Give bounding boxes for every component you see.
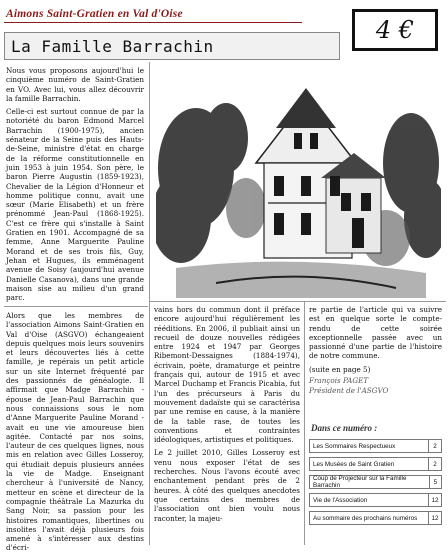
price-box: 4 € [352,9,438,51]
toc-entry[interactable] [309,475,442,489]
toc-label: Vie de l'Association [313,496,368,504]
toc-entry[interactable] [309,439,442,453]
association-name: Aimons Saint-Gratien en Val d'Oise [6,8,183,20]
toc-label: Les Sommaires Respectueux [313,442,396,450]
barrachin-house-illustration [156,68,441,298]
toc-label: Au sommaire des prochains numéros [313,514,418,522]
toc-page: 2 [428,458,441,470]
continued-note: (suite en page 5) [309,364,371,374]
toc-page: 2 [428,440,441,452]
section-divider [150,301,446,302]
toc-entry[interactable] [309,493,442,507]
paragraph: vains hors du commun dont il préface encore aujourd'hui régulièrement les rééditions. En 2006, il publiait ainsi un recueil de douze nouvelles rédigées entre 1924 et 1947 par Georges Ribemont-Dessaignes (1884-1974), écrivain, poète, dramaturge et peintre français qui, autour de 1915 et avec Marcel Duchamp et Francis Picabia, fut l'un des précurseurs à Paris du mouvement dadaïste qui se caractérisa par une remise en cause, à la manière de la table rase, de toutes les conventions et contraintes idéologiques, artistiques et politiques. [154,305,300,445]
toc-page: 12 [428,512,441,524]
toc-label: Les Musées de Saint Gratien [313,460,395,468]
toc-entry[interactable] [309,511,442,525]
paragraph: Nous vous proposons aujourd'hui le cinquième numéro de Saint-Gratien en VO. Avec lui, vous allez découvrir la famille Barrachin. [6,66,144,103]
toc-heading: Dans ce numéro : [311,423,378,433]
paragraph: re partie de l'article qui va suivre est en quelque sorte le compte-rendu de cette soirée exceptionnelle passée avec un passionné d'une partie de l'histoire de notre commune. [309,305,442,361]
signature-role: Président de l'ASGVO [309,386,389,396]
column-3 [309,305,442,396]
column-divider [149,62,150,545]
paragraph: Alors que les membres de l'association Aimons Saint-Gratien en Val d'Oise (ASGVO) échangeaient depuis quelques mois leurs souvenirs et leurs découvertes liés à cette famille, je repérais un petit article sur un site Internet fréquenté par des passionnés de généalogie. Il affirmait que Madge Barrachin - épouse de Jean-Paul Barrachin que nous connaissions sous le nom d'Anne Marguerite Pauline Morand - avait eu une vie amoureuse bien agitée. Contacté par nos soins, l'auteur de ces quelques lignes, nous mis en relation avec Gilles Losseroy, qui étudiait depuis plusieurs années la vie de Madge. Enseignant chercheur à l'université de Nancy, metteur en scène et directeur de la compagnie théâtrale La Mazurka du Sang Noir, sa passion pour les histoires romantiques, libertines ou insolites l'avait déjà plusieurs fois amené à s'intéresser aux destins d'écri- [6,311,144,553]
column-divider [304,302,305,545]
toc-entry[interactable] [309,457,442,471]
paragraph: Celle-ci est surtout connue de par la notoriété du baron Edmond Marcel Barrachin (1900-1975), ancien sénateur de la Seine puis des Hauts-de-Seine, ministre d'état en charge de la réforme constitutionnelle en juin 1953 à juin 1954. Son père, le baron Pierre Augustin (1859-1923), Chevalier de la Légion d'Honneur et homme politique connu, avait une sœur (Marie Elisabeth) et un frère prénommé Jean-Paul (1868-1925). C'est ce frère qui s'installe à Saint Gratien en 1901. Accompagné de sa femme, Anne Marguerite Pauline Morand et de ses trois fils, Guy, Jehan et Hugues, ils emménagent avenue de Soisy (aujourd'hui avenue Danielle Casanova), dans une grande maison sise au milieu d'un grand parc. [6,107,144,303]
column-2 [154,305,300,527]
paragraph: Le 2 juillet 2010, Gilles Losseroy est venu nous exposer l'état de ses recherches. Nous l'avons écouté avec enchantement pendant près de 2 heures. À côté des quelques anecdotes que certains des membres de l'association ont bien voulu nous raconter, la majeu- [154,448,300,523]
title-banner [4,32,340,60]
page-title: La Famille Barrachin [11,37,214,56]
toc-page: 12 [428,494,441,506]
header-strip [4,4,304,26]
column-1-continued [6,311,144,557]
toc-page: 5 [429,476,441,488]
column-1-intro [6,66,144,306]
toc-label: Coup de Projecteur sur la Famille Barrachin [313,475,407,489]
header-rule [4,22,302,23]
signature-name: François PAGET [309,376,369,386]
table-of-contents [307,419,444,529]
